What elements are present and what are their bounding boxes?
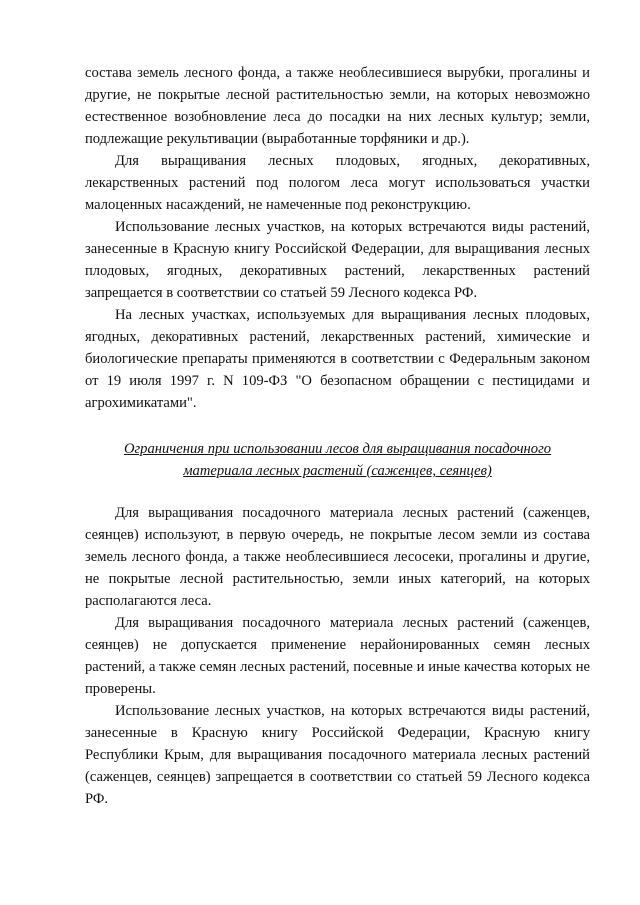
- document-page: [85, 62, 590, 810]
- paragraph-seed-restriction: Для выращивания посадочного материала лесных растений (саженцев, сеянцев) не допускается применение нерайонированных семян лесных растений, а также семян лесных растений, посевные и иные качества которых не проверены.: [85, 615, 590, 697]
- section-heading-line2: материала лесных растений (саженцев, сеянцев): [183, 463, 492, 479]
- paragraph-pesticides: На лесных участках, используемых для выращивания лесных плодовых, ягодных, декоративных растений, лекарственных растений, химические и биологические препараты применяются в соответствии с Федеральным законом от 19 июля 1997 г. N 109-ФЗ "О безопасном обращении с пестицидами и агрохимикатами".: [85, 307, 590, 411]
- paragraph-continuation: состава земель лесного фонда, а также необлесившиеся вырубки, прогалины и другие, не покрытые лесной растительностью земли, на которых невозможно естественное возобновление леса до посадки на них лесных культур; земли, подлежащие рекультивации (выработанные торфяники и др.).: [85, 65, 590, 147]
- paragraph-red-book-seedlings: Использование лесных участков, на которых встречаются виды растений, занесенные в Красную книгу Российской Федерации, Красную книгу Республики Крым, для выращивания посадочного материала лесных растений (саженцев, сеянцев) запрещается в соответствии со статьей 59 Лесного кодекса РФ.: [85, 703, 590, 807]
- paragraph-plants-under-canopy: Для выращивания лесных плодовых, ягодных, декоративных, лекарственных растений под пологом леса могут использоваться участки малоценных насаждений, не намеченные под реконструкцию.: [85, 153, 590, 213]
- paragraph-red-book-restriction: Использование лесных участков, на которых встречаются виды растений, занесенные в Красную книгу Российской Федерации, для выращивания лесных плодовых, ягодных, декоративных растений, лекарственных растений запрещается в соответствии со статьей 59 Лесного кодекса РФ.: [85, 219, 590, 301]
- section-heading-line1: Ограничения при использовании лесов для выращивания посадочного: [123, 441, 552, 457]
- paragraph-seedling-lands: Для выращивания посадочного материала лесных растений (саженцев, сеянцев) используют, в первую очередь, не покрытые лесом земли из состава земель лесного фонда, а также необлесившиеся лесосеки, прогалины и другие, не покрытые лесной растительностью, земли иных категорий, на которых располагаются леса.: [85, 505, 590, 609]
- section-heading: [85, 438, 590, 482]
